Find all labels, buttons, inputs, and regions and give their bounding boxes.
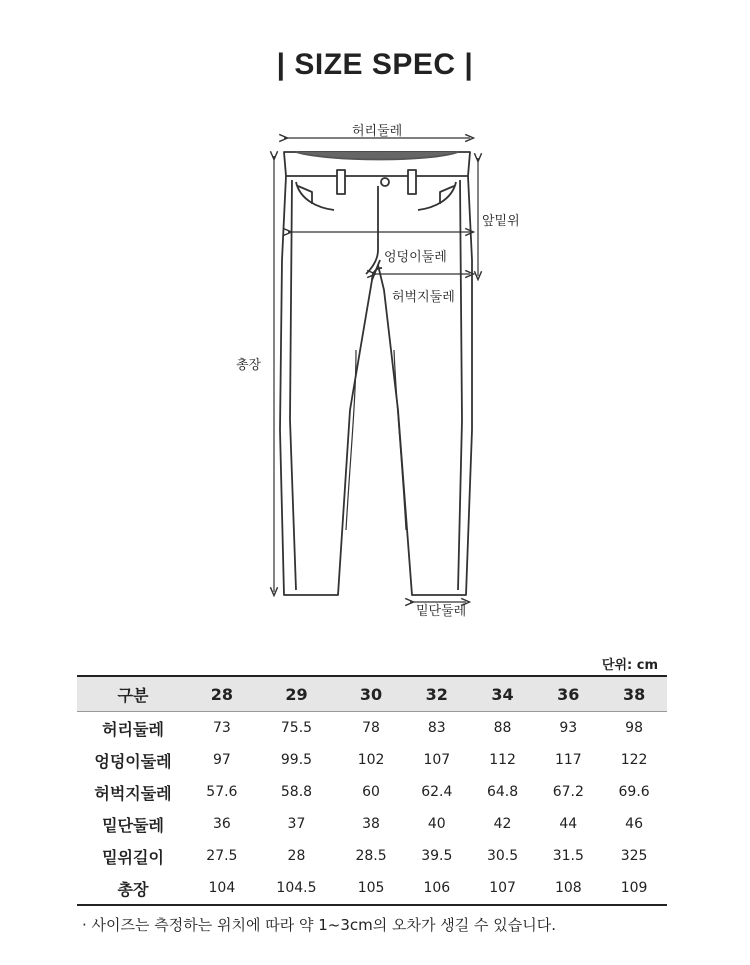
table-row: [77, 872, 667, 905]
table-cell: 108: [535, 872, 601, 905]
pants-diagram: [0, 100, 750, 640]
table-cell: 28: [287, 848, 306, 864]
page-title: | SIZE SPEC |: [276, 48, 474, 81]
table-cell: 73: [212, 720, 231, 736]
table-cell: 83: [427, 720, 446, 736]
table-cell: 102: [357, 752, 385, 768]
table-cell: 60: [362, 784, 380, 800]
table-cell: 122: [620, 752, 648, 768]
table-cell: 109: [601, 872, 667, 905]
row-label: 엉덩이둘레: [94, 751, 172, 771]
table-row: [77, 776, 667, 808]
table-cell: 36: [212, 816, 231, 832]
table-cell: 69.6: [618, 784, 650, 800]
table-cell: 64.8: [486, 784, 519, 800]
row-label: 밑위길이: [102, 847, 164, 867]
row-label: 허벅지둘레: [94, 783, 172, 803]
table-row: [77, 744, 667, 776]
table-cell: 58.8: [280, 784, 313, 800]
size-note: · 사이즈는 측정하는 위치에 따라 약 1~3cm의 오차가 생길 수 있습니다.: [82, 916, 556, 934]
table-cell: 42: [493, 816, 512, 832]
row-label: 허리둘레: [102, 719, 164, 739]
table-cell: 106: [404, 872, 470, 905]
table-cell: 28.5: [355, 848, 387, 864]
row-label: 총장: [77, 872, 189, 905]
table-cell: 325: [620, 848, 648, 864]
length-label: 총장: [236, 358, 262, 373]
table-cell: 97: [212, 752, 231, 768]
table-cell: 107: [470, 872, 536, 905]
header-cell: 29: [255, 676, 338, 712]
header-cell: 28: [189, 676, 255, 712]
table-cell: 75.5: [280, 720, 313, 736]
table-cell: 93: [559, 720, 578, 736]
table-cell: 31.5: [552, 848, 584, 864]
table-cell: 105: [338, 872, 404, 905]
table-cell: 112: [489, 752, 516, 768]
table-header-row: [77, 676, 667, 712]
table-cell: 37: [287, 816, 306, 832]
table-cell: 104: [189, 872, 255, 905]
table-row: [77, 712, 667, 745]
header-cell: 30: [338, 676, 404, 712]
rise-label: 앞밑위: [482, 214, 520, 229]
table-cell: 104.5: [255, 872, 338, 905]
table-cell: 30.5: [486, 848, 519, 864]
pants-illustration: [0, 100, 750, 640]
hem-label: 밑단둘레: [416, 604, 467, 619]
table-cell: 27.5: [206, 848, 238, 864]
table-cell: 39.5: [421, 848, 453, 864]
size-table: [77, 675, 667, 906]
header-cell: 구분: [77, 676, 189, 712]
header-cell: 36: [535, 676, 601, 712]
table-cell: 44: [559, 816, 578, 832]
table-cell: 40: [427, 816, 446, 832]
table-cell: 88: [493, 720, 512, 736]
row-label: 밑단둘레: [102, 815, 164, 835]
table-row: [77, 840, 667, 872]
table-cell: 62.4: [421, 784, 453, 800]
table-cell: 99.5: [280, 752, 313, 768]
table-cell: 98: [625, 720, 643, 736]
table-cell: 107: [423, 752, 451, 768]
header-cell: 38: [601, 676, 667, 712]
header-cell: 32: [404, 676, 470, 712]
table-cell: 38: [362, 816, 380, 832]
table-cell: 67.2: [552, 784, 584, 800]
pants-outline: [280, 152, 472, 595]
table-row: [77, 808, 667, 840]
unit-label: 단위: cm: [601, 658, 658, 673]
waist-label: 허리둘레: [352, 124, 403, 139]
table-cell: 117: [554, 752, 582, 768]
table-cell: 46: [625, 816, 643, 832]
hip-label: 엉덩이둘레: [384, 250, 447, 265]
header-cell: 34: [470, 676, 536, 712]
table-cell: 57.6: [206, 784, 238, 800]
table-cell: 78: [362, 720, 380, 736]
thigh-label: 허벅지둘레: [392, 290, 455, 305]
